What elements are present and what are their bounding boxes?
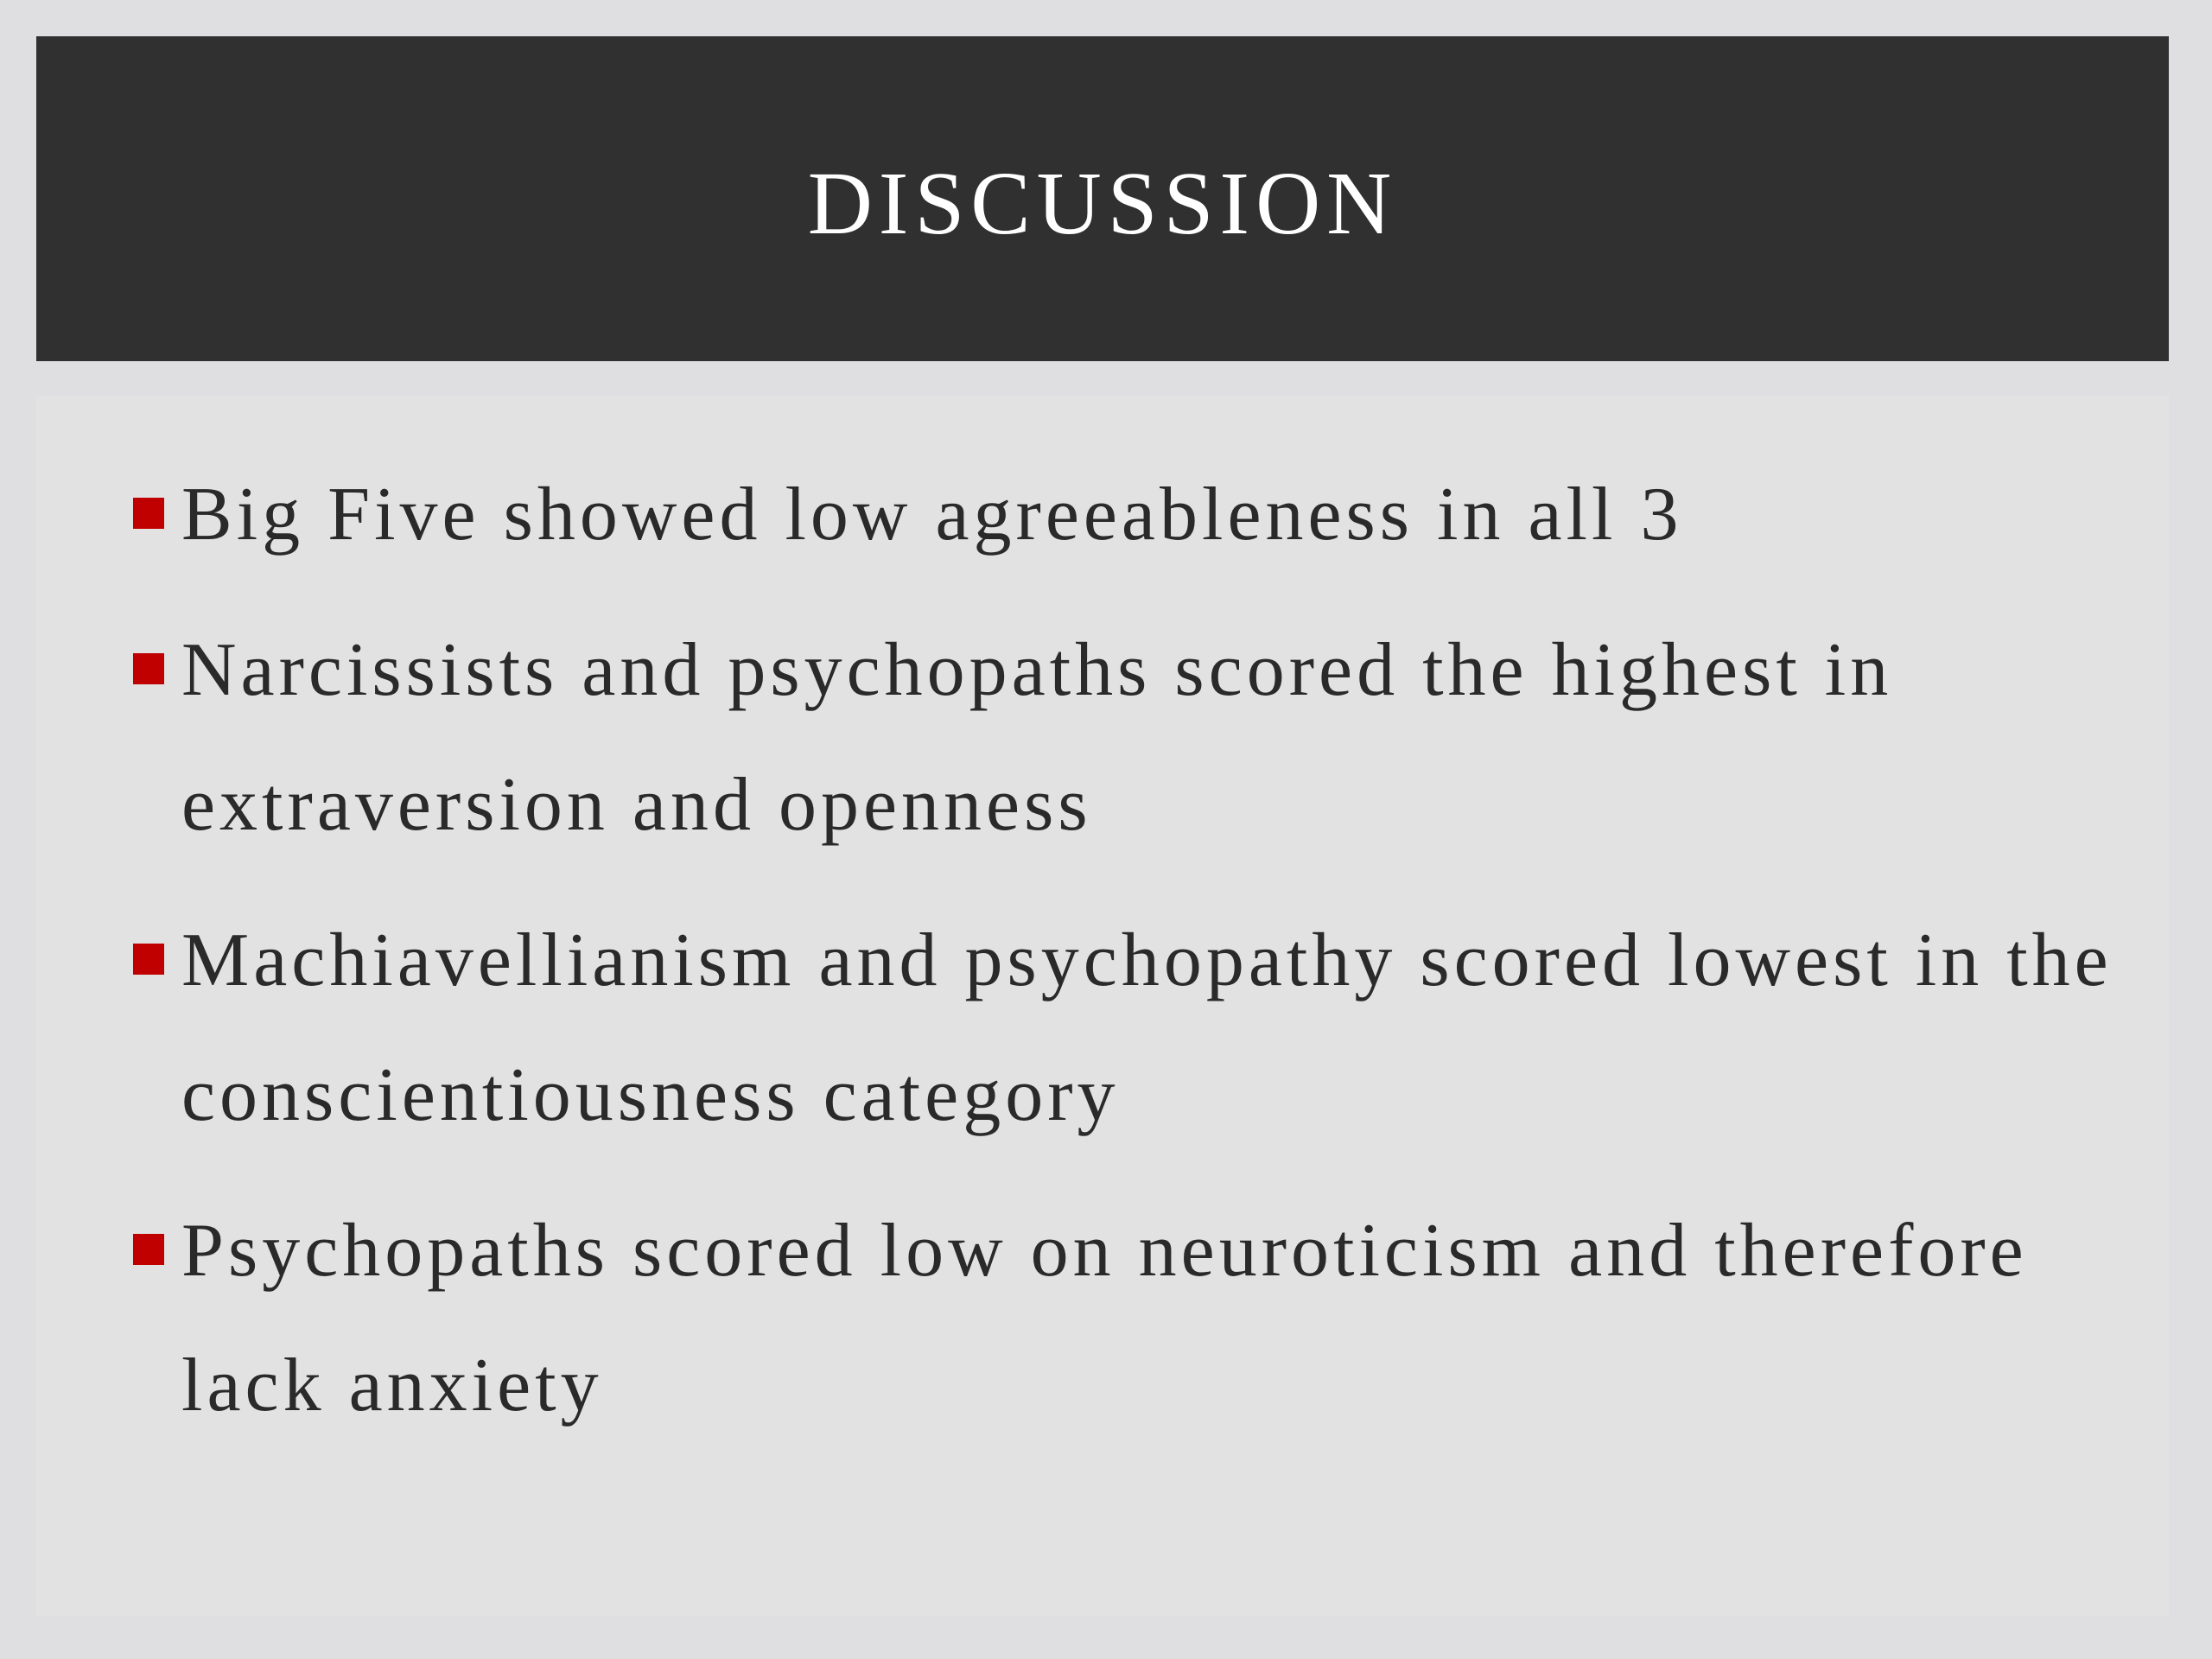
bullet-item bbox=[130, 448, 2117, 582]
bullet-item bbox=[130, 1184, 2117, 1453]
bullet-text: Psychopaths scored low on neuroticism and therefore lack anxiety bbox=[181, 1209, 2028, 1427]
bullet-item bbox=[130, 603, 2117, 873]
square-bullet-icon bbox=[133, 1234, 164, 1265]
bullet-list bbox=[130, 448, 2117, 1474]
content-panel bbox=[36, 396, 2169, 1616]
title-bar bbox=[36, 36, 2169, 361]
bullet-text: Big Five showed low agreeableness in all 3 bbox=[181, 473, 1683, 556]
slide-title: DISCUSSION bbox=[807, 154, 1398, 253]
square-bullet-icon bbox=[133, 653, 164, 684]
square-bullet-icon bbox=[133, 944, 164, 975]
bullet-text: Machiavellianism and psychopathy scored lowest in the conscientiousness category bbox=[181, 918, 2113, 1137]
bullet-text: Narcissists and psychopaths scored the highest in extraversion and openness bbox=[181, 628, 1893, 847]
square-bullet-icon bbox=[133, 498, 164, 529]
bullet-item bbox=[130, 893, 2117, 1163]
